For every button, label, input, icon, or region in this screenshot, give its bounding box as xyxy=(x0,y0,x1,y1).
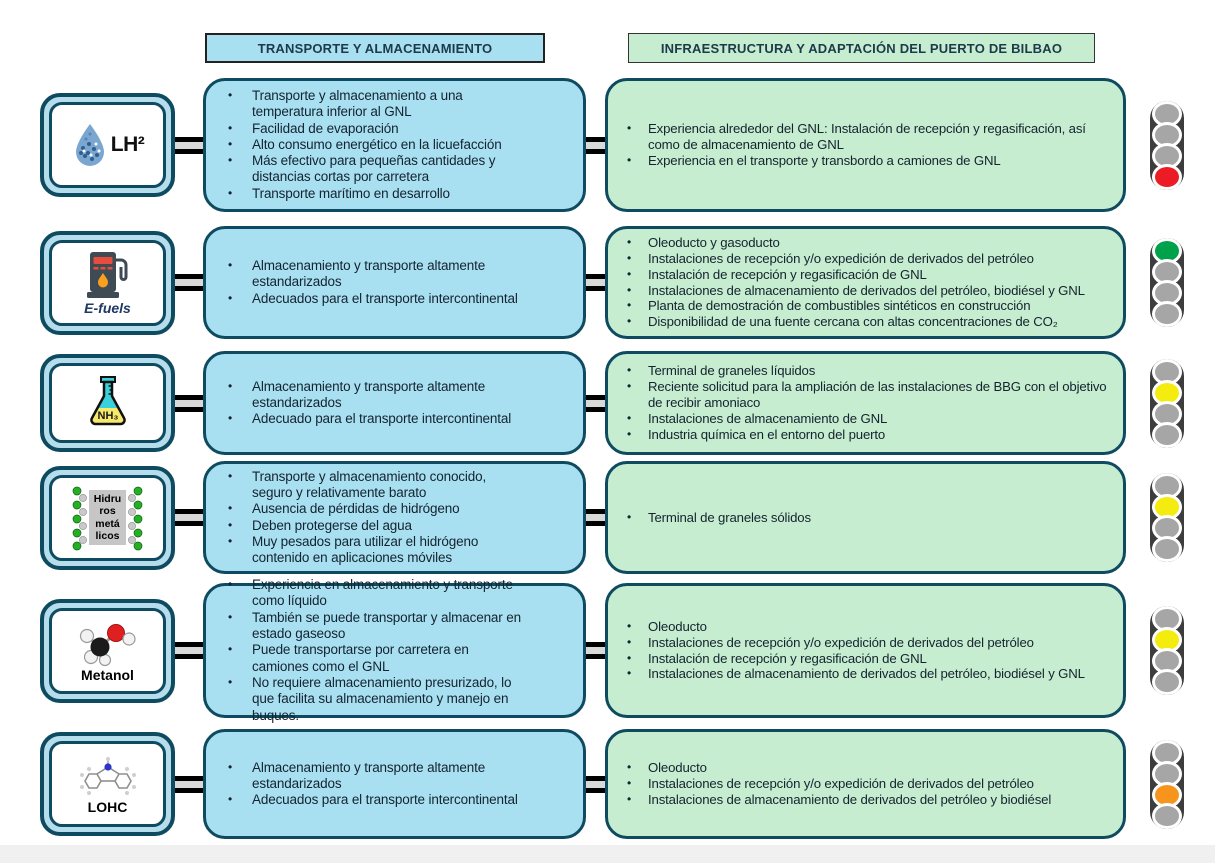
infrastructure-bullets-lohc xyxy=(614,760,1117,808)
column-header-transport-label: TRANSPORTE Y ALMACENAMIENTO xyxy=(257,40,493,56)
transport-bullets-lohc xyxy=(212,760,577,809)
transport-bullets-nh3 xyxy=(212,379,577,428)
lattice-dots-left-icon xyxy=(72,485,88,551)
traffic-light-hidruros xyxy=(1150,473,1184,562)
traffic-lamp-gray xyxy=(1152,536,1182,562)
bullet-item: • Oleoducto xyxy=(614,619,1117,635)
bullet-item: • Facilidad de evaporación xyxy=(212,121,524,137)
nh3-icon-frame xyxy=(40,354,175,452)
bullet-item: • Almacenamiento y transporte altamente estandarizados xyxy=(212,760,524,793)
bullet-item: Hidru xyxy=(93,493,122,506)
methanol-molecule-icon xyxy=(78,619,138,667)
bullet-item: • Transporte y almacenamiento conocido, seguro y relativamente barato xyxy=(212,469,524,502)
bullet-item: • Instalación de recepción y regasificación de GNL xyxy=(614,651,1117,667)
infrastructure-box-metanol xyxy=(605,583,1126,718)
lh2-icon-cell xyxy=(40,78,175,212)
transport-box-metanol xyxy=(203,577,586,723)
ammonia-flask-icon xyxy=(82,375,134,431)
bullet-item: metá xyxy=(95,517,120,530)
bullet-item: ros xyxy=(99,505,116,518)
traffic-light-efuels xyxy=(1150,238,1184,327)
efuels-label: E-fuels xyxy=(84,300,131,316)
infrastructure-bullets-hidruros xyxy=(614,510,1117,526)
bullet-item: • Ausencia de pérdidas de hidrógeno xyxy=(212,501,524,517)
lohc-label: LOHC xyxy=(87,798,128,815)
hydrogen-droplet-icon xyxy=(71,122,109,168)
transport-box-nh3 xyxy=(203,351,586,455)
bullet-item: • Instalaciones de almacenamiento de derivados del petróleo, biodiésel y GNL xyxy=(614,666,1117,682)
hydride-label xyxy=(89,490,126,544)
column-header-infrastructure xyxy=(628,33,1095,63)
metanol-icon-cell xyxy=(40,583,175,718)
bullet-item: licos xyxy=(95,529,120,542)
lohc-molecule-icon xyxy=(76,755,140,799)
connector-bar xyxy=(175,395,203,412)
row-lh2 xyxy=(40,78,1184,212)
connector-bar xyxy=(586,395,605,412)
metanol-label: Metanol xyxy=(81,667,134,683)
traffic-light-nh3 xyxy=(1150,359,1184,448)
connector-bar xyxy=(586,274,605,291)
bullet-item: • Planta de demostración de combustibles sintéticos en construcción xyxy=(614,298,1117,314)
transport-box-efuels xyxy=(203,226,586,339)
nh3-icon-cell xyxy=(40,351,175,455)
bullet-item: • Oleoducto xyxy=(614,760,1117,776)
traffic-lamp-gray xyxy=(1152,803,1182,829)
nh3-icon-inner xyxy=(49,363,166,443)
transport-box-hidruros xyxy=(203,461,586,574)
bullet-item: • Terminal de graneles líquidos xyxy=(614,363,1117,379)
bullet-item: • Muy pesados para utilizar el hidrógeno contenido en aplicaciones móviles xyxy=(212,534,524,567)
column-header-infrastructure-label: INFRAESTRUCTURA Y ADAPTACIÓN DEL PUERTO DE BILBAO xyxy=(660,40,1063,56)
infrastructure-bullets-nh3 xyxy=(614,363,1117,443)
transport-box-lh2 xyxy=(203,78,586,212)
transport-bullets-lh2 xyxy=(212,88,577,202)
infrastructure-bullets-efuels xyxy=(614,235,1117,331)
connector-bar xyxy=(586,137,605,154)
connector-bar xyxy=(175,642,203,659)
bullet-item: • Puede transportarse por carretera en camiones como el GNL xyxy=(212,642,524,675)
metal-hydride-lattice-icon xyxy=(72,485,143,551)
bullet-item: • Terminal de graneles sólidos xyxy=(614,510,1117,526)
connector-bar xyxy=(586,509,605,526)
bullet-item: • Instalaciones de recepción y/o expedición de derivados del petróleo xyxy=(614,251,1117,267)
infrastructure-box-efuels xyxy=(605,226,1126,339)
bullet-item: • No requiere almacenamiento presurizado, lo que facilita su almacenamiento y manejo en buques. xyxy=(212,675,524,724)
bullet-item: • Transporte marítimo en desarrollo xyxy=(212,186,524,202)
traffic-light-metanol xyxy=(1150,606,1184,695)
bullet-item: • Más efectivo para pequeñas cantidades y distancias cortas por carretera xyxy=(212,153,524,186)
bullet-item: • Experiencia en el transporte y transbordo a camiones de GNL xyxy=(614,153,1117,169)
bullet-item: • Oleoducto y gasoducto xyxy=(614,235,1117,251)
lohc-icon-cell xyxy=(40,729,175,839)
row-hidruros-metalicos xyxy=(40,461,1184,574)
bullet-item: • Almacenamiento y transporte altamente estandarizados xyxy=(212,379,524,412)
connector-bar xyxy=(175,137,203,154)
column-header-transport xyxy=(205,33,545,63)
bullet-item: • Reciente solicitud para la ampliación de las instalaciones de BBG con el objetivo de recibir amoniaco xyxy=(614,379,1117,411)
infrastructure-bullets-lh2 xyxy=(614,121,1117,169)
row-efuels xyxy=(40,226,1184,339)
traffic-lamp-red xyxy=(1152,164,1182,190)
infrastructure-box-lh2 xyxy=(605,78,1126,212)
lh2-icon-group xyxy=(71,122,145,168)
bullet-item: • Almacenamiento y transporte altamente estandarizados xyxy=(212,258,524,291)
efuels-icon-inner xyxy=(49,240,166,326)
row-metanol xyxy=(40,577,1184,723)
bullet-item: • Deben protegerse del agua xyxy=(212,518,524,534)
infrastructure-box-nh3 xyxy=(605,351,1126,455)
bullet-item: • Adecuado para el transporte intercontinental xyxy=(212,411,524,427)
transport-bullets-hidruros xyxy=(212,469,577,567)
fuel-pump-icon xyxy=(85,250,131,300)
connector-bar xyxy=(175,274,203,291)
traffic-light-lh2 xyxy=(1150,101,1184,190)
hydride-icon-frame xyxy=(40,466,175,570)
bullet-item: • Transporte y almacenamiento a una temperatura inferior al GNL xyxy=(212,88,524,121)
connector-bar xyxy=(175,776,203,793)
metanol-icon-inner xyxy=(49,608,166,694)
bullet-item: • Experiencia alrededor del GNL: Instalación de recepción y regasificación, así como de almacenamiento de GNL xyxy=(614,121,1117,153)
efuels-icon-frame xyxy=(40,231,175,335)
row-lohc xyxy=(40,729,1184,839)
nh3-label: NH₃ xyxy=(97,410,118,422)
lh2-icon-frame xyxy=(40,93,175,197)
efuels-icon-cell xyxy=(40,226,175,339)
bullet-item: • Instalación de recepción y regasificación de GNL xyxy=(614,267,1117,283)
transport-bullets-efuels xyxy=(212,258,577,307)
hydride-icon-cell xyxy=(40,461,175,574)
hydride-icon-inner xyxy=(49,475,166,561)
lh2-label: LH² xyxy=(110,133,145,156)
infrastructure-bullets-metanol xyxy=(614,619,1117,683)
bullet-item: • Instalaciones de recepción y/o expedición de derivados del petróleo xyxy=(614,635,1117,651)
traffic-lamp-gray xyxy=(1152,301,1182,327)
connector-bar xyxy=(586,642,605,659)
row-nh3 xyxy=(40,351,1184,455)
bullet-item: • También se puede transportar y almacenar en estado gaseoso xyxy=(212,610,524,643)
infrastructure-box-hidruros xyxy=(605,461,1126,574)
metanol-icon-frame xyxy=(40,599,175,703)
traffic-light-lohc xyxy=(1150,740,1184,829)
connector-bar xyxy=(586,776,605,793)
transport-bullets-metanol xyxy=(212,577,577,724)
bullet-item: • Instalaciones de almacenamiento de derivados del petróleo, biodiésel y GNL xyxy=(614,283,1117,299)
bullet-item: • Instalaciones de almacenamiento de derivados del petróleo y biodiésel xyxy=(614,792,1117,808)
bullet-item: • Industria química en el entorno del puerto xyxy=(614,427,1117,443)
bullet-item: • Instalaciones de recepción y/o expedición de derivados del petróleo xyxy=(614,776,1117,792)
lohc-icon-inner xyxy=(49,741,166,827)
bottom-strip xyxy=(0,845,1215,863)
connector-bar xyxy=(175,509,203,526)
lohc-icon-frame xyxy=(40,732,175,836)
traffic-lamp-gray xyxy=(1152,669,1182,695)
bullet-item: • Adecuados para el transporte intercontinental xyxy=(212,291,524,307)
lattice-dots-right-icon xyxy=(127,485,143,551)
bullet-item: • Instalaciones de almacenamiento de GNL xyxy=(614,411,1117,427)
traffic-lamp-gray xyxy=(1152,422,1182,448)
lh2-icon-inner xyxy=(49,102,166,188)
bullet-item: • Experiencia en almacenamiento y transporte como líquido xyxy=(212,577,524,610)
bullet-item: • Adecuados para el transporte intercontinental xyxy=(212,792,524,808)
bullet-item: • Disponibilidad de una fuente cercana con altas concentraciones de CO₂ xyxy=(614,314,1117,330)
infrastructure-box-lohc xyxy=(605,729,1126,839)
bullet-item: • Alto consumo energético en la licuefacción xyxy=(212,137,524,153)
transport-box-lohc xyxy=(203,729,586,839)
